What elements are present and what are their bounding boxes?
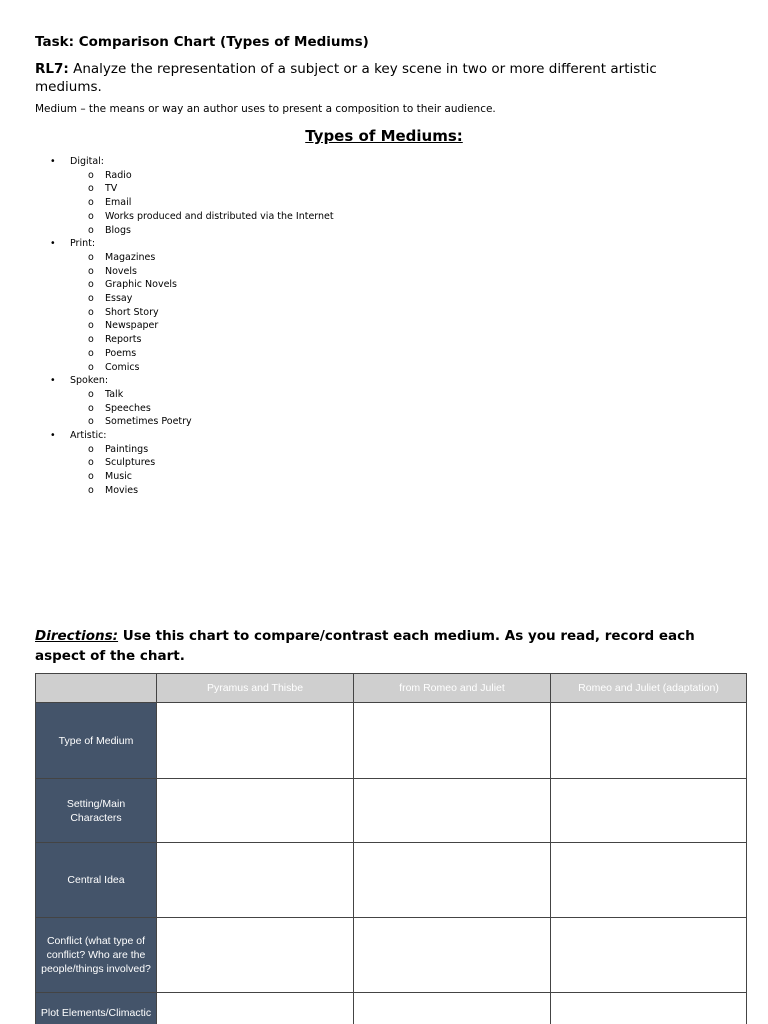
list-item bbox=[70, 196, 334, 210]
answer-cell[interactable] bbox=[157, 918, 354, 993]
list-item-label: Works produced and distributed via the Internet bbox=[105, 210, 334, 222]
list-item bbox=[70, 251, 334, 265]
list-item bbox=[70, 169, 334, 183]
list-item bbox=[70, 278, 334, 292]
circle-bullet-icon: o bbox=[88, 347, 94, 359]
circle-bullet-icon: o bbox=[88, 210, 94, 222]
row-header: Conflict (what type of conflict? Who are the people/things involved? bbox=[36, 918, 157, 993]
circle-bullet-icon: o bbox=[88, 388, 94, 400]
answer-cell[interactable] bbox=[551, 918, 747, 993]
list-item-label: Poems bbox=[105, 347, 137, 359]
circle-bullet-icon: o bbox=[88, 416, 94, 428]
medium-category bbox=[50, 374, 334, 429]
circle-bullet-icon: o bbox=[88, 293, 94, 305]
circle-bullet-icon: o bbox=[88, 265, 94, 277]
standard-statement bbox=[35, 60, 725, 96]
answer-cell[interactable] bbox=[157, 779, 354, 843]
list-item bbox=[70, 402, 334, 416]
directions-label: Directions: bbox=[35, 628, 119, 644]
column-header: from Romeo and Juliet bbox=[354, 674, 551, 703]
list-item-label: Speeches bbox=[105, 402, 151, 414]
row-header: Plot Elements/Climactic bbox=[36, 993, 157, 1024]
list-item-label: Reports bbox=[105, 334, 142, 346]
answer-cell[interactable] bbox=[354, 918, 551, 993]
medium-category bbox=[50, 237, 334, 374]
bullet-icon: • bbox=[50, 238, 56, 250]
list-item bbox=[70, 224, 334, 238]
list-item bbox=[70, 415, 334, 429]
circle-bullet-icon: o bbox=[88, 334, 94, 346]
list-item bbox=[70, 306, 334, 320]
list-item-label: Paintings bbox=[105, 443, 149, 455]
column-header: Romeo and Juliet (adaptation) bbox=[551, 674, 747, 703]
circle-bullet-icon: o bbox=[88, 224, 94, 236]
circle-bullet-icon: o bbox=[88, 183, 94, 195]
types-heading: Types of Mediums: bbox=[305, 127, 463, 145]
list-item-label: Novels bbox=[105, 265, 137, 277]
circle-bullet-icon: o bbox=[88, 484, 94, 496]
circle-bullet-icon: o bbox=[88, 443, 94, 455]
medium-list bbox=[50, 155, 334, 498]
list-item bbox=[70, 388, 334, 402]
row-header: Setting/Main Characters bbox=[36, 779, 157, 843]
chart-header-row bbox=[36, 674, 747, 703]
answer-cell[interactable] bbox=[551, 703, 747, 779]
list-item-label: Graphic Novels bbox=[105, 279, 177, 291]
circle-bullet-icon: o bbox=[88, 361, 94, 373]
answer-cell[interactable] bbox=[551, 779, 747, 843]
list-item bbox=[70, 470, 334, 484]
answer-cell[interactable] bbox=[157, 703, 354, 779]
medium-category-label: Print: bbox=[70, 238, 96, 250]
table-row bbox=[36, 843, 747, 918]
list-item-label: Music bbox=[105, 471, 133, 483]
list-item-label: Movies bbox=[105, 484, 139, 496]
bullet-icon: • bbox=[50, 156, 56, 167]
list-item-label: TV bbox=[105, 183, 118, 195]
task-title: Task: Comparison Chart (Types of Mediums) bbox=[35, 34, 369, 50]
list-item bbox=[70, 361, 334, 375]
list-item bbox=[70, 265, 334, 279]
list-item bbox=[70, 484, 334, 498]
table-row bbox=[36, 918, 747, 993]
medium-category bbox=[50, 155, 334, 237]
medium-category-label: Digital: bbox=[70, 156, 105, 167]
medium-definition: Medium – the means or way an author uses to present a composition to their audience. bbox=[35, 103, 496, 115]
standard-code: RL7: bbox=[35, 61, 69, 77]
list-item bbox=[70, 182, 334, 196]
list-item bbox=[70, 456, 334, 470]
circle-bullet-icon: o bbox=[88, 402, 94, 414]
list-item-label: Sculptures bbox=[105, 457, 156, 469]
directions-text: Use this chart to compare/contrast each medium. As you read, record each aspect of the chart. bbox=[35, 628, 695, 664]
answer-cell[interactable] bbox=[354, 779, 551, 843]
list-item-label: Comics bbox=[105, 361, 140, 373]
circle-bullet-icon: o bbox=[88, 197, 94, 209]
list-item-label: Talk bbox=[105, 388, 124, 400]
directions bbox=[35, 626, 735, 666]
answer-cell[interactable] bbox=[551, 993, 747, 1024]
list-item-label: Essay bbox=[105, 293, 133, 305]
list-item-label: Blogs bbox=[105, 224, 131, 236]
medium-category bbox=[50, 429, 334, 498]
circle-bullet-icon: o bbox=[88, 251, 94, 263]
table-row bbox=[36, 993, 747, 1024]
list-item bbox=[70, 292, 334, 306]
medium-category-label: Spoken: bbox=[70, 375, 109, 387]
answer-cell[interactable] bbox=[157, 843, 354, 918]
circle-bullet-icon: o bbox=[88, 471, 94, 483]
comparison-chart bbox=[35, 673, 747, 1024]
answer-cell[interactable] bbox=[354, 993, 551, 1024]
list-item bbox=[70, 347, 334, 361]
list-item bbox=[70, 443, 334, 457]
answer-cell[interactable] bbox=[354, 703, 551, 779]
medium-sublist bbox=[70, 169, 334, 238]
bullet-icon: • bbox=[50, 375, 56, 387]
table-row bbox=[36, 779, 747, 843]
chart-corner-cell bbox=[36, 674, 157, 703]
list-item-label: Magazines bbox=[105, 251, 156, 263]
row-header: Central Idea bbox=[36, 843, 157, 918]
medium-sublist bbox=[70, 443, 334, 498]
circle-bullet-icon: o bbox=[88, 169, 94, 181]
medium-sublist bbox=[70, 388, 334, 429]
column-header: Pyramus and Thisbe bbox=[157, 674, 354, 703]
list-item bbox=[70, 210, 334, 224]
answer-cell[interactable] bbox=[551, 843, 747, 918]
list-item-label: Short Story bbox=[105, 306, 159, 318]
circle-bullet-icon: o bbox=[88, 306, 94, 318]
list-item bbox=[70, 333, 334, 347]
answer-cell[interactable] bbox=[157, 993, 354, 1024]
circle-bullet-icon: o bbox=[88, 320, 94, 332]
table-row bbox=[36, 703, 747, 779]
bullet-icon: • bbox=[50, 430, 56, 442]
list-item-label: Radio bbox=[105, 169, 132, 181]
list-item-label: Sometimes Poetry bbox=[105, 416, 192, 428]
medium-category-label: Artistic: bbox=[70, 430, 107, 442]
standard-text: Analyze the representation of a subject or a key scene in two or more different artistic mediums. bbox=[35, 61, 657, 95]
list-item-label: Email bbox=[105, 197, 132, 209]
medium-sublist bbox=[70, 251, 334, 374]
list-item bbox=[70, 319, 334, 333]
answer-cell[interactable] bbox=[354, 843, 551, 918]
circle-bullet-icon: o bbox=[88, 279, 94, 291]
circle-bullet-icon: o bbox=[88, 457, 94, 469]
list-item-label: Newspaper bbox=[105, 320, 159, 332]
row-header: Type of Medium bbox=[36, 703, 157, 779]
